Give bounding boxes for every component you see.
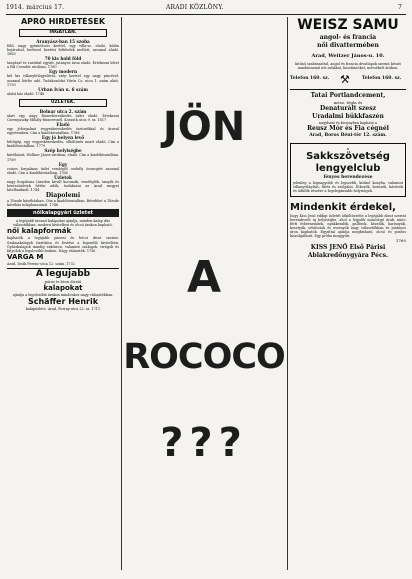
ad-body: egy jóforgalmú vegyeskereskedés tartozékkal és áruval egyetemben. Cím a kiadóhivatalban. 1788: [7, 127, 119, 136]
header-date: 1914. március 17.: [6, 4, 65, 11]
column-divider: [121, 17, 122, 570]
ad-body: párisi és bécsi divatú: [44, 279, 82, 284]
sakk-body: jelenleg a legnagyobb és legszebb, kitűnő konyha, valamint villanyvilágítás, fűtés és szolgálat. Étkezők, borozók, kávézók és üdülők részére a legelegánsabb helyiségek.: [293, 181, 403, 194]
ad-heading: VARGA M: [7, 252, 44, 261]
ad-heading: Szép helyiségbe: [44, 148, 82, 154]
uradalmi-heading: Uradalmi bükkfaszén: [312, 113, 384, 121]
header-paper-title: ARADI KÖZLÖNY.: [166, 4, 224, 11]
weisz-address: Arad, Weitzer János-u. 10.: [311, 53, 385, 59]
ad-code: 1760: [395, 238, 406, 244]
firm-name: Reusz Mór és Fia cégnél: [307, 125, 389, 133]
ad-body: föld, nagy gyümölcsös kerttel, egy villa-sz. eladó, külön bejárattal, kedvező fizetési feltételek mellett, azonnal eladó. 1863: [7, 44, 119, 57]
ad-heading: Bolnar utca 2. szám: [39, 108, 87, 114]
lengyel-sub: fényes berendezése: [323, 175, 373, 181]
ad-body: alatt egy nagy füszerkereskedés üzlet eladó. Értekezni Csernyaszky Mihály füszeresnél. Kossuth utca 9. sz. 1817: [7, 113, 119, 122]
ad-body: ajánlja a legolcsóbb árakon mindenkor nagy választékban.: [12, 293, 114, 297]
ad-body: csinos forgalmas üzlet vendéglő csekély összegért azonnal eladó. Cím a kiadóhivatalban. 1766: [7, 166, 119, 175]
headline-rococo: ROCOCO: [123, 337, 285, 377]
headline-jon: JÖN: [162, 104, 246, 150]
sakk-small: a: [346, 146, 350, 152]
ad-body: alatti ház eladó. 1748: [7, 91, 45, 96]
page-header: [6, 4, 406, 13]
ad-heading: Diapolemi: [45, 192, 81, 200]
hammer-icon: ⚒: [340, 73, 350, 87]
headline-question-marks: ???: [160, 420, 248, 466]
cement-heading: Tatai Portlandcement,: [310, 92, 386, 100]
column-divider: [287, 17, 288, 570]
ad-body: két kis villanyfelügyelővel, szép kerttel egy nagy pincével, azonnal bérbe adó. Tudakozódni Vörös Cs. utca 1. szám alatt. 1759: [7, 74, 119, 87]
ad-heading: Urban Iván u. 6 szám: [38, 86, 88, 92]
ad-heading: Schäffer Henrik: [27, 297, 99, 307]
ad-heading: Eladó: [56, 122, 70, 128]
weisz-tagline: angol- és francia: [319, 34, 377, 41]
ad-banner: nőikalapgyári üzletet: [7, 209, 119, 217]
ad-body: tanyával és vasúttal együtt, jutányos áron eladó. Értekezni lehet a Pál Csendőr utcában. 1760: [7, 61, 119, 70]
section-real-estate: INGATLAN.: [19, 29, 107, 37]
ad-heading: 70 kis hold föld: [44, 56, 82, 62]
ertekel-body: hogy Kiss Jenő eddigi üzletét átköltöztette a legújabb divat szerint berendezett új helyiségbe, ahol a legjobb minőségű áruk, mint: férfi fehérneműek, nyakkendők, gallérok, kézelők, harisnyák, kesztyűk, sétabotok és esernyők nagy választékban és jutányos áron kaphatók. Egyúttal ajánlja megbízható, olcsó és pontos kiszolgálását. Egy próba meggyőzi.: [290, 213, 406, 239]
ad-body: a Tőzsde kávéházban. Cím a kiadóhivatalban. Bővebbet a Tőzsde kávéház tulajdonosánál. 1746: [7, 199, 119, 208]
ad-body: nagy forgalmas (Aradon kívül) kocsmák, vendéglők, tanyák és hentesüzletek bérbe adók, tudakozni az Arad megyei hitelbanknál. 1744: [7, 179, 119, 192]
phone-right: Telefon 160. sz.: [362, 76, 402, 82]
firm-address: Arad, Boros Béni-tér 12. szám.: [309, 133, 387, 139]
header-rule: [6, 14, 406, 15]
header-page-number: 7: [398, 4, 403, 11]
weisz-brand: WEISZ SAMU: [297, 17, 399, 33]
kiss-name-2: Ablakredőnygyára Pécs.: [307, 252, 389, 260]
ad-body: kaphatók a legújabb párizsi és bécsi divat szerint. Szalmakalapok tisztítása és festése a legszebb kivitelben. Gyászkalapok mindig raktáron, valamint szalagok, virágok és fátyolok a legolcsóbb árakon. Nagy választék. 1756: [7, 236, 119, 253]
ad-heading: Egy modern: [48, 69, 78, 75]
ad-heading: Aranyász-ban 15 szoba: [36, 39, 90, 44]
cement-body: nagybani és kicsinyben kapható a: [318, 121, 377, 126]
ad-heading: A legujabb: [35, 268, 91, 279]
headline-a: A: [186, 252, 222, 303]
ad-body: kalapüzlete. Arad, Forray-utca 22. sz. 1711: [25, 307, 101, 312]
kiss-name: KISS JENŐ Első Párisi: [310, 244, 386, 252]
ad-body: kávéházat, Wollner János-utcában, eladó. Cím a kiadóhivatalban. 1769: [7, 153, 119, 162]
lengyel-heading: lengyelclub: [315, 163, 381, 175]
ad-heading: kalapokat: [43, 284, 83, 292]
weisz-tagline: női divattermében: [317, 42, 379, 49]
weisz-body: kitűnő szabászattal, angol és francia divatlapok szerint készít mindennemű női ruhákat, kosztümöket, mérsékelt árakon.: [295, 62, 401, 71]
ad-heading: Egy: [58, 161, 68, 167]
sakk-heading: Sakkszövetség: [306, 151, 390, 163]
phone-row: [290, 73, 406, 87]
section-shops: ÜZLETEK.: [19, 99, 107, 107]
right-column: [290, 17, 406, 570]
ad-heading: Üzletek: [54, 174, 72, 180]
ad-heading: női kalapformák: [7, 227, 72, 236]
cement-sub: mész, tégla és: [333, 100, 363, 106]
sakk-box: [290, 143, 406, 196]
ad-body: a legújabb tavaszi kalapokat ajánlja, minden kalap dús választékban, modern kivitelben és olcsó árakon kapható.: [13, 219, 113, 228]
ad-heading: Egy jó helyen levő: [41, 135, 85, 141]
classifieds-title: APRÓ HIRDETÉSEK: [20, 17, 106, 26]
rococo-advertisement: [123, 17, 285, 570]
left-column: [7, 17, 119, 570]
ertekel-heading: Mindenkit érdekel,: [290, 201, 396, 213]
ad-body: hűtőgép, egy vegyeskereskedés, elköltözés miatt eladó. Cím a kiadóhivatalban. 1779: [7, 140, 119, 149]
ad-body: Arad, Deák Ferenc-utca 12. szám. 1732: [7, 261, 75, 266]
denaturalt-heading: Denaturált szesz: [320, 105, 376, 113]
phone-left: Telefon 160. sz.: [290, 76, 330, 82]
